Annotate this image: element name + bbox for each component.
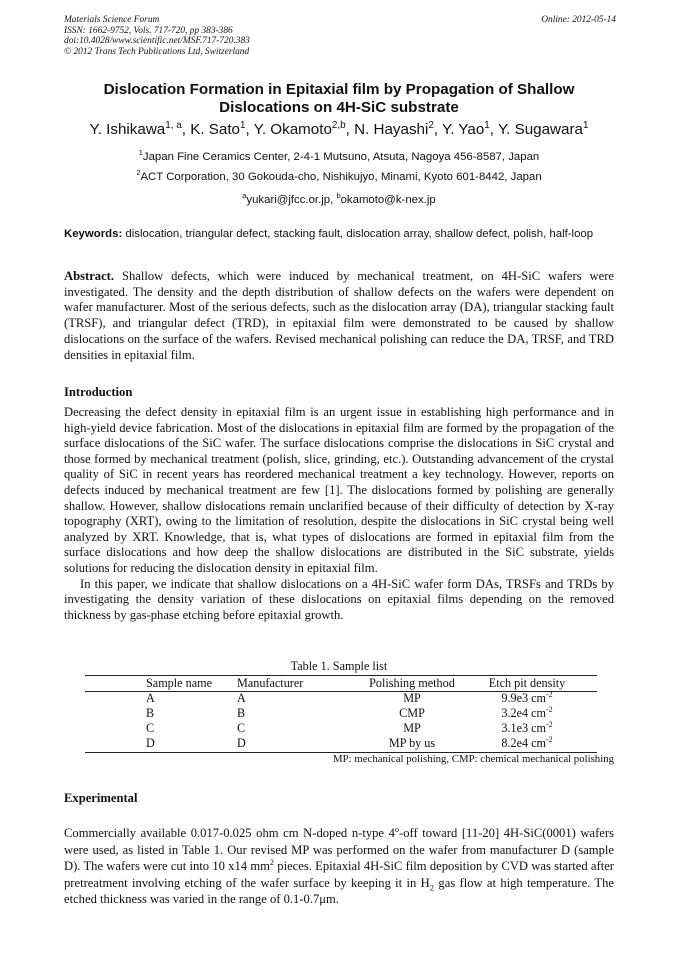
keywords-label: Keywords:: [64, 228, 123, 240]
journal-doi: doi:10.4028/www.scientific.net/MSF.717-720.383: [64, 36, 250, 47]
online-date: Online: 2012-05-14: [541, 15, 616, 25]
column-header: Manufacturer: [237, 676, 304, 690]
author-affiliation-mark: 2,b: [331, 119, 346, 131]
density-unit-exponent: -2: [546, 704, 553, 714]
author-affiliation-mark: 1, a: [165, 119, 182, 131]
affiliation-1: [64, 150, 614, 164]
table-row: [85, 721, 597, 736]
table-note: MP: mechanical polishing, CMP: chemical mechanical polishing: [333, 753, 614, 765]
column-header: Sample name: [146, 676, 212, 690]
author: [442, 121, 498, 138]
journal-name: Materials Science Forum: [64, 15, 160, 25]
density-unit: cm: [531, 736, 547, 750]
density-unit-exponent: -2: [546, 689, 553, 699]
cell-sample: D: [146, 736, 155, 750]
abstract: [64, 269, 614, 363]
cell-method: MP: [403, 691, 421, 705]
author-affiliation-mark: 1: [484, 119, 490, 131]
title-line-1: Dislocation Formation in Epitaxial film by Propagation of Shallow: [103, 81, 575, 98]
density-unit: cm: [531, 691, 547, 705]
author: [354, 121, 442, 138]
affiliation-mark: 2: [136, 168, 141, 178]
author-separator: ,: [345, 121, 355, 138]
experimental-text: pieces. Epitaxial 4H-SiC film deposition by CVD was started after pretreatment involving etching of the wafer surface by keeping it in H: [64, 859, 614, 890]
author-name: Y. Ishikawa: [89, 121, 166, 138]
author-separator: ,: [181, 121, 191, 138]
author-affiliation-mark: 1: [240, 119, 246, 131]
introduction-body: [64, 405, 614, 623]
author-affiliation-mark: 2: [428, 119, 434, 131]
cell-sample: C: [146, 721, 155, 735]
affiliation-mark: 1: [138, 148, 143, 158]
author-separator: ,: [489, 121, 498, 138]
affiliation-text: Japan Fine Ceramics Center, 2-4-1 Mutsuno, Atsuta, Nagoya 456-8587, Japan: [142, 151, 540, 163]
author: [254, 121, 354, 138]
table-row: [85, 691, 597, 706]
degree-mark: o: [394, 824, 400, 834]
cell-method: MP by us: [388, 736, 436, 750]
table-caption: Table 1. Sample list: [290, 659, 388, 673]
experimental-heading: Experimental: [64, 791, 138, 805]
cell-density: [477, 736, 597, 751]
density-value: 8.2e4: [501, 736, 529, 750]
cell-manufacturer: C: [237, 721, 246, 735]
cell-sample: B: [146, 706, 155, 720]
density-unit-exponent: -2: [546, 734, 553, 744]
column-header: Etch pit density: [488, 676, 566, 690]
affiliation-2: [64, 170, 614, 184]
table-row: [85, 706, 597, 721]
abstract-label: Abstract.: [64, 269, 115, 283]
email-address[interactable]: okamoto@k-nex.jp: [340, 194, 436, 206]
hydrogen-subscript: 2: [429, 882, 435, 893]
author-name: Y. Yao: [442, 121, 485, 138]
email-address[interactable]: yukari@jfcc.or.jp,: [246, 194, 337, 206]
keywords-text: dislocation, triangular defect, stacking fault, dislocation array, shallow defect, polish, half-loop: [125, 228, 594, 240]
author-name: K. Sato: [190, 121, 240, 138]
cell-sample: A: [146, 691, 155, 705]
density-unit: cm: [531, 721, 547, 735]
column-header: Polishing method: [369, 676, 455, 690]
paper-title: [64, 81, 614, 116]
journal-issn: ISSN: 1662-9752, Vols. 717-720, pp 383-386: [64, 25, 233, 36]
author: [498, 121, 589, 138]
abstract-text: Shallow defects, which were induced by mechanical treatment, on 4H-SiC wafers were investigated. The density and the depth distribution of shallow defects on the wafers were dependent on wafer manufacturer. Most of the serious defects, such as the dislocation array (DA), triangular stacking fault (TRSF), and triangular defect (TRD), in epitaxial film were demonstrated to be caused by shallow dislocations on the surface of the wafers. Revised mechanical polishing can reduce the DA, TRSF, and TRD densities in epitaxial film.: [64, 269, 614, 362]
cell-method: CMP: [399, 706, 425, 720]
introduction-heading: Introduction: [64, 385, 133, 399]
keywords: [64, 227, 614, 242]
cell-method: MP: [403, 721, 421, 735]
cell-manufacturer: B: [237, 706, 246, 720]
cell-density: [477, 721, 597, 736]
experimental-body: [64, 825, 614, 908]
author-separator: ,: [433, 121, 443, 138]
email-mark: b: [336, 191, 341, 201]
table-header-row: [85, 676, 597, 691]
cell-manufacturer: D: [237, 736, 246, 750]
journal-copyright: © 2012 Trans Tech Publications Ltd, Switzerland: [64, 46, 250, 57]
sample-list-table: [85, 676, 597, 751]
experimental-text: -off toward [11-20] 4H-SiC(0001) wafers were used, as listed in Table 1. Our revised MP was performed on the wafer from manufacturer D (sample D). The wafers were cut into 10 x14 mm: [64, 826, 614, 874]
author-name: Y. Sugawara: [497, 121, 583, 138]
author: [90, 121, 191, 138]
introduction-paragraph-1: Decreasing the defect density in epitaxial film is an urgent issue in establishing high performance and in high-yield device fabrication. Most of the dislocations in epitaxial film are formed by the propagation of the surface dislocations of the SiC wafer. The surface dislocations comprise the dislocations in SiC crystal and those formed by mechanical treatment (polish, slice, grinding, etc.). Outstanding advancement of the crystal quality of SiC in recent years has reordered mechanical treatment a key technology. However, reports on defects induced by mechanical treatment are few [1]. The dislocations formed by polishing are generally shallow. However, shallow dislocations remain unclarified because of their difficulty of detection by X-ray topography (XRT), owing to the limitation of resolution, despite the dislocations in SiC crystal being well analyzed by XRT. Knowledge, that is, what types of dislocations are formed in epitaxial film from the surface dislocations and how deep the shallow dislocations are distributed in the SiC substrate, yields solutions for reducing the dislocation density in epitaxial film.: [64, 405, 614, 575]
density-unit-exponent: -2: [546, 719, 553, 729]
cell-density: [477, 706, 597, 721]
email-mark: a: [242, 191, 247, 201]
experimental-text: Commercially available 0.017-0.025 ohm cm N-doped n-type 4: [64, 826, 395, 840]
experimental-text: gas flow at high temperature. The etched thickness was varied in the range of 0.1-0.7μm.: [64, 875, 614, 907]
density-value: 9.9e3: [501, 691, 529, 705]
author-name: N. Hayashi: [354, 121, 429, 138]
area-exponent: 2: [269, 858, 275, 867]
cell-density: [477, 691, 597, 706]
density-unit: cm: [531, 706, 547, 720]
author-name: Y. Okamoto: [253, 121, 332, 138]
author: [190, 121, 253, 138]
cell-manufacturer: A: [237, 691, 246, 705]
author-list: [64, 121, 614, 139]
title-line-2: Dislocations on 4H-SiC substrate: [219, 98, 459, 116]
density-value: 3.1e3: [501, 721, 529, 735]
author-affiliation-mark: 1: [582, 119, 589, 131]
density-value: 3.2e4: [501, 706, 529, 720]
introduction-paragraph-2: In this paper, we indicate that shallow dislocations on a 4H-SiC wafer form DAs, TRSFs and TRDs by investigating the density variation of these dislocations on epitaxial films depending on the removed thickness by gas-phase etching before epitaxial growth.: [64, 576, 614, 622]
journal-header: [64, 15, 616, 57]
table-row: [85, 736, 597, 751]
author-separator: ,: [245, 121, 254, 138]
email-line: [64, 193, 614, 207]
affiliation-text: ACT Corporation, 30 Gokouda-cho, Nishikujyo, Minami, Kyoto 601-8442, Japan: [140, 171, 542, 183]
